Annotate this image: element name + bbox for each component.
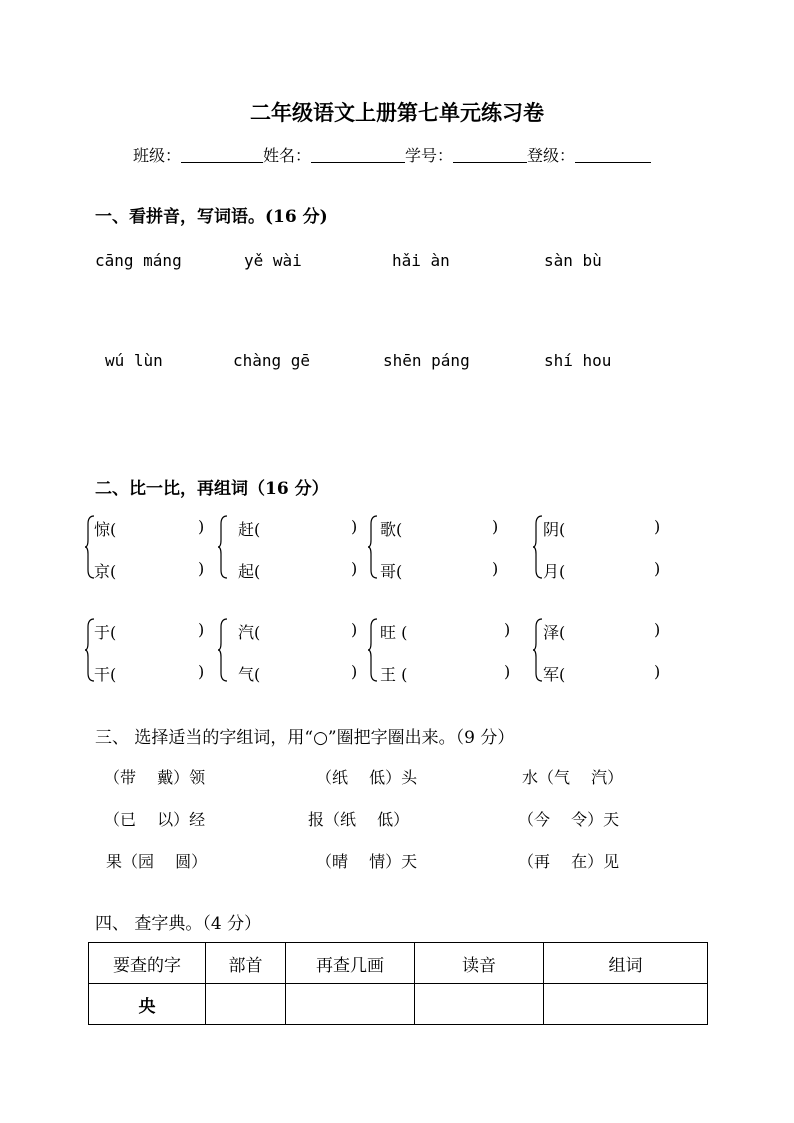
pinyin-item: hǎi àn xyxy=(392,251,450,270)
table-header: 要查的字 xyxy=(89,943,206,984)
compare-word-top: 旺 ( ) xyxy=(380,620,511,642)
class-label: 班级： xyxy=(133,146,182,165)
number-blank[interactable] xyxy=(453,146,527,163)
compare-group xyxy=(217,514,367,581)
table-cell-strokes[interactable] xyxy=(286,984,415,1025)
pinyin-item: wú lùn xyxy=(105,351,163,370)
choice-item: （晴 情）天 xyxy=(316,852,418,871)
compare-group xyxy=(84,514,234,581)
compare-word-bottom: 月( ) xyxy=(543,559,661,581)
compare-word-top: 惊( ) xyxy=(94,517,205,539)
brace-icon xyxy=(217,617,229,683)
compare-group xyxy=(84,617,234,684)
pinyin-item: sàn bù xyxy=(544,251,602,270)
compare-word-bottom: 王 ( ) xyxy=(380,662,511,684)
grade-label: 登级： xyxy=(527,146,576,165)
compare-word-bottom: 气( ) xyxy=(238,662,358,684)
compare-word-bottom: 哥( ) xyxy=(380,559,499,581)
choice-item: （已 以）经 xyxy=(104,810,206,829)
compare-word-bottom: 起( ) xyxy=(238,559,358,581)
compare-group xyxy=(367,514,517,581)
section1-heading: 一、看拼音，写词语。(16 分) xyxy=(95,207,328,227)
compare-word-bottom: 京( ) xyxy=(94,559,205,581)
grade-blank[interactable] xyxy=(575,146,651,163)
compare-group xyxy=(532,514,682,581)
table-header: 读音 xyxy=(415,943,544,984)
table-header: 部首 xyxy=(206,943,286,984)
compare-group xyxy=(217,617,367,684)
pinyin-item: shēn páng xyxy=(383,351,470,370)
name-blank[interactable] xyxy=(311,146,405,163)
table-header: 再查几画 xyxy=(286,943,415,984)
compare-word-bottom: 干( ) xyxy=(94,662,205,684)
table-row xyxy=(89,984,708,1025)
table-header-row xyxy=(89,943,708,984)
dictionary-table xyxy=(88,942,708,1025)
pinyin-item: chàng gē xyxy=(233,351,311,370)
choice-item: 报（纸 低） xyxy=(308,810,410,829)
compare-group xyxy=(532,617,682,684)
compare-word-top: 阴( ) xyxy=(543,517,661,539)
compare-word-top: 于( ) xyxy=(94,620,205,642)
section2-heading: 二、比一比，再组词（16 分） xyxy=(95,479,329,499)
brace-icon xyxy=(217,514,229,580)
class-blank[interactable] xyxy=(181,146,263,163)
number-label: 学号： xyxy=(405,146,454,165)
table-cell-pronunciation[interactable] xyxy=(415,984,544,1025)
compare-word-top: 泽( ) xyxy=(543,620,661,642)
pinyin-item: shí hou xyxy=(544,351,612,370)
compare-word-top: 汽( ) xyxy=(238,620,358,642)
page-title: 二年级语文上册第七单元练习卷 xyxy=(250,100,544,125)
name-label: 姓名： xyxy=(263,146,312,165)
table-cell-radical[interactable] xyxy=(206,984,286,1025)
choice-item: 水（气 汽） xyxy=(522,768,624,787)
choice-item: （再 在）见 xyxy=(518,852,620,871)
brace-icon xyxy=(367,617,379,683)
section4-heading: 四、 查字典。（4 分） xyxy=(95,914,262,934)
table-cell-character: 央 xyxy=(89,984,206,1025)
pinyin-item: cāng máng xyxy=(95,251,182,270)
compare-word-bottom: 军( ) xyxy=(543,662,661,684)
compare-word-top: 赶( ) xyxy=(238,517,358,539)
table-cell-word[interactable] xyxy=(544,984,708,1025)
compare-word-top: 歌( ) xyxy=(380,517,499,539)
brace-icon xyxy=(367,514,379,580)
section3-heading: 三、 选择适当的字组词，用“○”圈把字圈出来。（9 分） xyxy=(95,728,515,748)
pinyin-item: yě wài xyxy=(244,251,302,270)
choice-item: 果（园 圆） xyxy=(106,852,208,871)
choice-item: （今 令）天 xyxy=(518,810,620,829)
choice-item: （带 戴）领 xyxy=(104,768,206,787)
table-header: 组词 xyxy=(544,943,708,984)
choice-item: （纸 低）头 xyxy=(316,768,418,787)
compare-group xyxy=(367,617,517,684)
student-info-line xyxy=(133,143,651,166)
